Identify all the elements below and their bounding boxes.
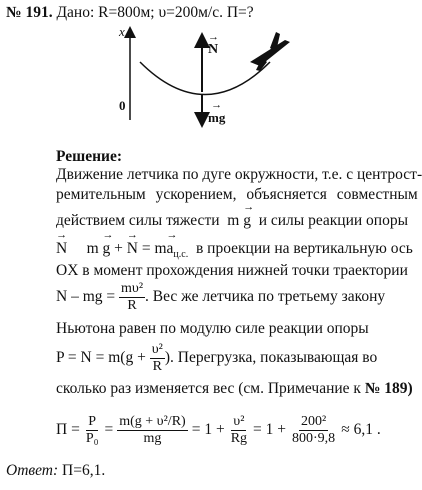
solution-heading: Решение: [56,148,123,165]
solution-line-4 [56,240,413,260]
eq-sub: ц.с. [173,249,189,261]
eq3-f2-num: m(g + υ²/R) [119,413,186,429]
line4-text: в проекции на вертикальную ось [195,240,413,257]
eq1-lhs: N – mg = [56,288,116,305]
eq3-eq3: = 1 + [253,421,287,438]
line7-text: сколько раз изменяется вес (см. Примечание к [56,380,361,397]
solution-line-5: OX в момент прохождения нижней точки траектории [56,262,408,279]
airplane-icon [250,32,290,71]
equation-3 [56,404,381,456]
eq-a: → a [167,240,174,258]
eq-g: → g [103,240,111,258]
eq3-f1-den: P₀ [85,430,99,446]
solution-line-3 [56,212,408,230]
eq3-fraction-2 [117,414,187,447]
eq3-result: ≈ 6,1 . [341,421,381,438]
problem-header [6,4,254,22]
solution-line-1: Движение летчика по дуге окружности, т.е. с центрост- [56,166,422,183]
equation-1 [56,278,385,316]
line7-ref: № 189) [364,380,413,397]
eq3-fraction-4 [290,414,337,447]
eq-plus: + [114,240,123,257]
eq3-pi: П = [56,421,80,438]
eq1-fraction [119,281,145,314]
equation-2 [56,338,377,378]
answer [6,462,105,480]
eq1-den: R [127,297,137,313]
vec-N: → N [56,240,67,258]
answer-label: Ответ: [6,462,59,479]
eq3-f3-den: Rg [230,430,248,446]
answer-value: П=6,1. [62,462,106,479]
eq3-fraction-1 [84,414,101,447]
eq2-fraction [150,342,165,375]
eq1-text: . Вес же летчика по третьему закону [145,288,386,305]
axis-x-label: x [119,24,125,39]
solution-line-7 [56,380,413,398]
eq-rhs: = m [141,240,167,257]
eq1-num: mυ² [121,280,144,296]
force-mg-label: → mg [208,110,225,126]
eq2-num: υ² [151,341,163,357]
problem-number: № 191. [6,4,53,21]
axis-origin-label: 0 [119,98,126,113]
eq2-lhs: P = N = m [56,349,121,366]
eq2-open: (g + [120,349,146,366]
eq2-text: . Перегрузка, показывающая во [170,349,378,366]
eq3-fraction-3 [229,414,249,447]
eq-m: m [86,240,99,257]
force-N-label: → N [208,42,218,58]
eq3-eq1: = [104,421,114,438]
eq2-den: R [152,358,162,374]
eq3-f4-num: 200² [301,413,327,429]
line3-text-a: действием силы тяжести [56,212,220,229]
eq3-f3-num: υ² [233,413,245,429]
solution-line-6: Ньютона равен по модулю силе реакции опоры [56,320,369,337]
vec-g: → g [243,212,251,230]
eq3-f2-den: mg [143,430,162,446]
eq2-close: ) [164,349,170,366]
eq3-eq2: = 1 + [191,421,225,438]
eq-N: → N [127,240,138,258]
eq3-f4-den: 800·9,8 [292,430,336,446]
line3-text-b: и силы реакции опоры [258,212,409,229]
solution-line-2: ремительным ускорением, объясняется совместным [56,186,418,203]
trajectory-arc [140,62,270,95]
given-data: Дано: R=800м; υ=200м/с. П=? [56,4,254,21]
vec-m: m [227,212,240,229]
eq3-f1-num: P [88,413,97,429]
